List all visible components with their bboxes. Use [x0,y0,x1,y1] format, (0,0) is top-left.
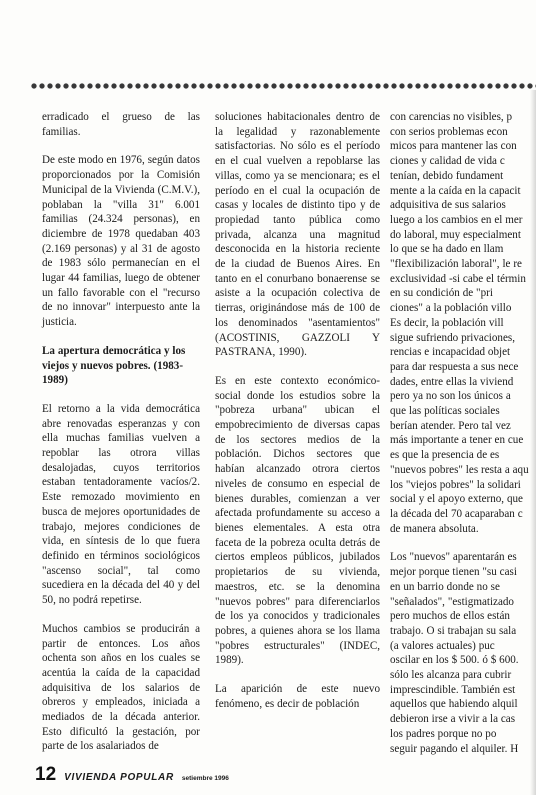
text-line: "nuevos pobres" les resta a aqu [390,463,529,476]
text-line: adquisitiva de sus salarios [390,199,506,212]
column-middle [215,110,380,725]
text-line: de manera absoluta. [390,522,479,535]
paragraph: De este modo en 1976, según datos proporcionados por la Comisión Municipal de la Vivienda (C.M.V.), poblaban la "villa 31" 6.001 familias (24.324 personas), en diciembre de 1978 quedaban 403 (2.169 personas) y al 31 de agosto de 1983 sólo permanecían en el lugar 44 familias, luego de obtener un fallo favorable con el "recurso de no innovar" interpuesto ante la justicia. [42,154,200,329]
text-line: pero ya no son los únicos a [390,390,511,403]
text-line: con carencias no visibles, p [390,111,513,123]
text-line: los padres porque no po [390,727,497,740]
paragraph-clipped [390,110,536,536]
text-line: sólo les alcanza para cubrir [390,669,512,682]
paragraph: El retorno a la vida democrática abre renovadas esperanzas y con ella muchas familias vuelven a repoblar las otrora villas desalojadas, cuyos territorios estaban tentadoramente vacíos/2. Este remozado movimiento en busca de mejores oportunidades de trabajo, mejores condiciones de vida, en síntesis de lo que fuera definido en términos sociológicos "ascenso social", tal como sucediera en la década del 40 y del 50, no podrá repetirse. [42,402,200,607]
text-line: pero muchos de ellos están [390,610,510,623]
text-line: aquellos que habiendo alquil [390,698,518,711]
scan-shadow-edge [530,90,536,795]
section-heading: La apertura democrática y los viejos y nuevos pobres. (1983-1989) [42,344,186,387]
text-line: social y el apoyo externo, que [390,493,523,506]
text-line: es que la presencia de es [390,449,500,462]
text-line: luego a los cambios en el mer [390,213,523,226]
text-line: seguir pagando el alquiler. H [390,742,519,755]
text-line: oscilar en los $ 500. ó $ 600. [390,654,519,667]
text-line: "señalados", "estigmatizado [390,595,514,608]
text-line: la década del 70 acaparaban c [390,507,523,520]
text-line: debieron irse a vivir a la cas [390,713,516,726]
paragraph: La aparición de este nuevo fenómeno, es decir de población [215,683,380,710]
publication-date: setiembre 1996 [181,775,229,782]
paragraph: Muchos cambios se producirán a partir de entonces. Los años ochenta son años en los cuales se acentúa la caída de la capacidad adquisitiva de los salarios de obreros y empleados, iniciada a mediados de la década anterior. Esto dificultó la gestación, por parte de los asalariados de [42,622,200,753]
page-footer [35,764,255,785]
text-line: en su condición de "pri [390,287,493,300]
paragraph: soluciones habitacionales dentro de la legalidad y razonablemente satisfactorias. No sólo es el período en el cual vuelven a repoblarse las villas, como ya se mencionara; es el período en el cual la ocupación de casas y locales de distinto tipo y de propiedad tanto pública como privada, alcanza una magnitud desconocida en la historia reciente de la ciudad de Buenos Aires. En tanto en el conurbano bonaerense se asiste a la ocupación colectiva de tierras, originándose más de 100 de los denominados "asentamientos" (ACOSTINIS, GAZZOLI Y PASTRANA, 1990). [215,111,380,359]
text-line: berían atender. Pero tal vez [390,419,511,432]
text-line: mejor porque tienen "su casi [390,566,517,579]
text-line: micos para mantener las con [390,140,517,153]
paragraph-clipped [390,550,536,756]
text-line: más importante a tener en cue [390,434,524,447]
text-line: dades, entre ellas la viviend [390,375,514,388]
text-line: con serios problemas econ [390,125,508,138]
text-line: los "viejos pobres" la solidari [390,478,521,491]
text-line: Es decir, la población vill [390,316,504,329]
text-line: ciones y calidad de vida c [390,155,505,168]
dotted-border-band [30,82,536,90]
text-line: Los "nuevos" aparentarán es [390,551,517,564]
text-line: tenían, debido fundament [390,169,504,182]
text-line: imprescindible. También est [390,683,516,696]
paragraph: Es en este contexto económico-social donde los estudios sobre la "pobreza urbana" ubican el empobrecimiento de diversas capas de los sectores medios de la población. Dichos sectores que habían alcanzado otrora ciertos niveles de consumo en especial de bienes durables, comienzan a ver afectada profundamente su acceso a bienes elementales. A esta otra faceta de la pobreza oculta detrás de ciertos empleos públicos, jubilados propietarios de su vivienda, maestros, etc. se la denomina "nuevos pobres" para diferenciarlos de los ya conocidos y tradicionales pobres, a quienes ahora se los llama "pobres estructurales" (INDEC, 1989). [215,374,380,667]
text-line: "flexibilización laboral", le re [390,258,522,271]
column-right [390,110,536,756]
text-line: rencias e incapacidad objet [390,346,511,359]
text-line: ciones" a la población villo [390,302,512,315]
text-line: mente a la caída en la capacit [390,184,521,197]
text-line: (a valores actuales) puc [390,639,495,652]
publication-title: VIVIENDA POPULAR [64,772,174,783]
text-line: trabajo. O si trabajan su sala [390,624,517,637]
paragraph: erradicado el grueso de las familias. [42,111,200,138]
text-line: en un barrio donde no se [390,580,500,593]
text-line: exclusividad -si cabe el términ [390,272,526,285]
text-line: lo que se ha dado en llam [390,243,504,256]
page-number: 12 [35,764,57,785]
text-line: sigue sufriendo privaciones, [390,331,515,344]
text-line: do laboral, muy especialment [390,228,521,241]
column-left [42,110,200,768]
text-line: que las políticas sociales [390,405,500,418]
text-line: para dar respuesta a sus nece [390,360,519,373]
